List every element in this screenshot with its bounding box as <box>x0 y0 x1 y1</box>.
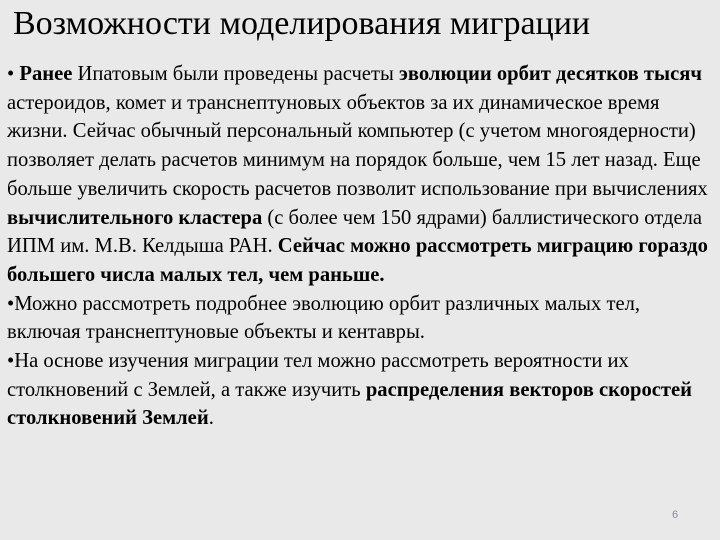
bullet-1-run-bold: вычислительного кластера <box>7 206 263 229</box>
bullet-1-run-bold: Ранее <box>19 63 73 85</box>
bullet-1-run-bold: эволюции орбит десятков тысяч <box>398 63 703 85</box>
bullet-1-run-bold: Сейчас можно рассмотреть миграцию гораздо большего числа малых тел, чем раньше. <box>7 235 708 286</box>
slide-title: Возможности моделирования миграции <box>13 5 591 42</box>
bullet-1-run: астероидов, комет и транснептуновых объектов за их динамическое время жизни. Сейчас обычный персональный компьютер (с учетом многоядерности) позволяет делать расчетов минимум на порядок больше, чем 15 лет назад. Еще больше увеличить скорость расчетов позволит использование при вычислениях <box>7 91 708 200</box>
bullet-3-run: •На основе изучения миграции тел можно рассмотреть вероятности их столкновений с Землей, а также изучить <box>7 350 629 401</box>
bullet-1-run: Ипатовым были проведены расчеты <box>72 63 399 85</box>
bullet-1-run: (с более чем 150 ядрами) баллистического отдела ИПМ им. М.В. Келдыша РАН. <box>7 206 703 258</box>
paragraph-3 <box>7 347 713 433</box>
slide-body <box>7 60 713 433</box>
bullet-1-run: • <box>7 63 20 85</box>
page-number: 6 <box>671 509 679 521</box>
paragraph-1 <box>7 60 713 290</box>
bullet-3-run-bold: распределения векторов скоростей столкновений Землей <box>7 378 693 430</box>
paragraph-2 <box>7 290 713 347</box>
bullet-2-run: •Можно рассмотреть подробнее эволюцию орбит различных малых тел, включая транснептуновые объекты и кентавры. <box>7 292 641 344</box>
bullet-3-run: . <box>208 407 214 430</box>
